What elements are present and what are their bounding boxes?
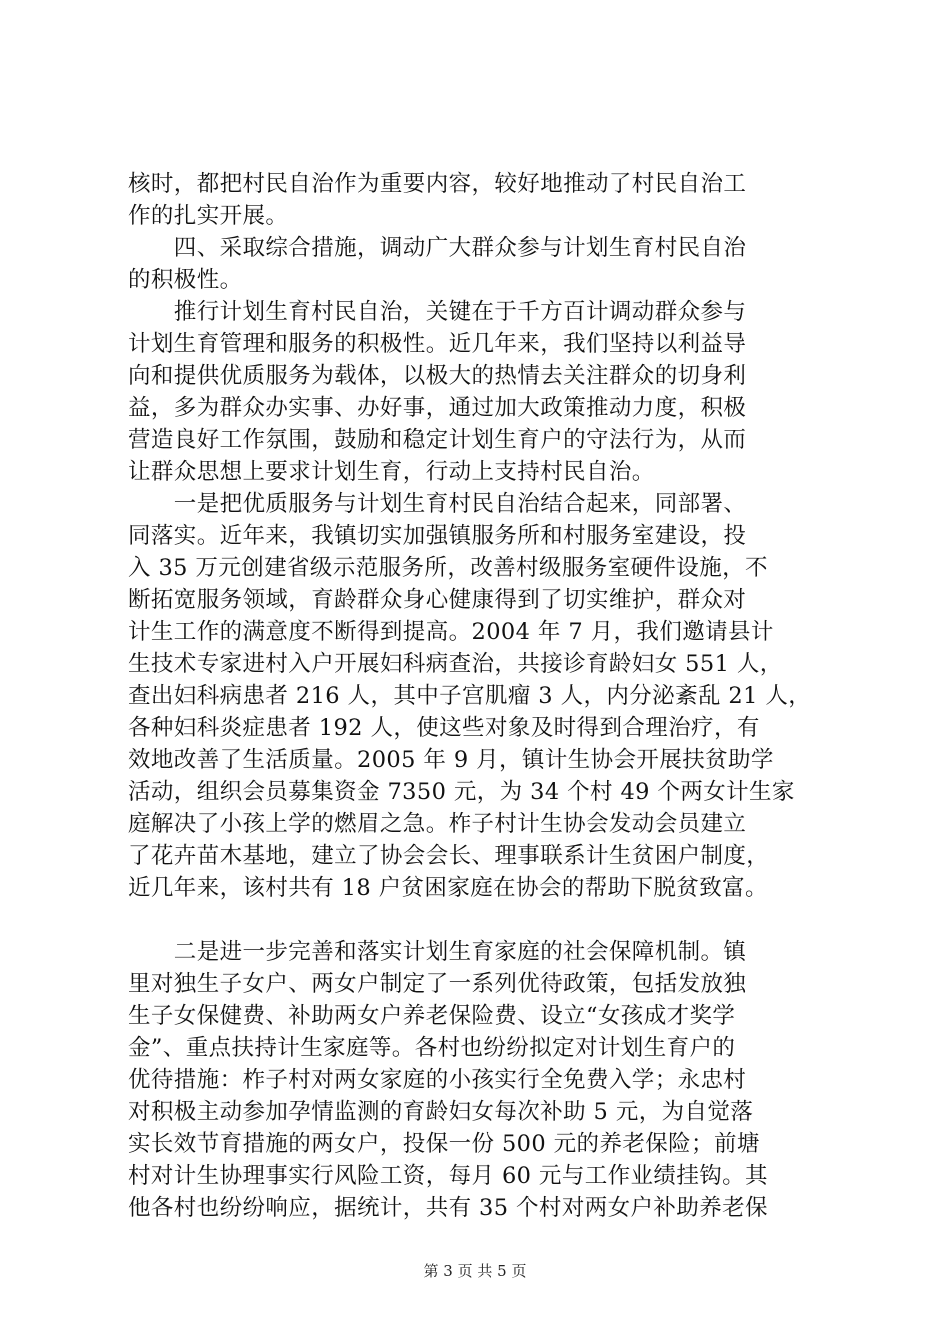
section-heading-line: 四、采取综合措施，调动广大群众参与计划生育村民自治: [128, 235, 747, 261]
text-line: 实长效节育措施的两女户，投保一份 500 元的养老保险；前塘: [128, 1131, 760, 1157]
text-line: 让群众思想上要求计划生育，行动上支持村民自治。: [128, 459, 655, 485]
page-number-footer: 第 3 页 共 5 页: [423, 1262, 527, 1280]
text-line: 他各村也纷纷响应，据统计，共有 35 个村对两女户补助养老保: [128, 1195, 768, 1221]
text-line: 效地改善了生活质量。2005 年 9 月，镇计生协会开展扶贫助学: [128, 747, 774, 773]
paragraph-gap: [128, 904, 838, 936]
text-line: 计生工作的满意度不断得到提高。2004 年 7 月，我们邀请县计: [128, 619, 774, 645]
text-line: 了花卉苗木基地，建立了协会会长、理事联系计生贫困户制度，: [128, 843, 770, 869]
text-line: 优待措施：柞子村对两女家庭的小孩实行全免费入学；永忠村: [128, 1067, 747, 1093]
text-line: 二是进一步完善和落实计划生育家庭的社会保障机制。镇: [128, 939, 747, 965]
text-line: 近几年来，该村共有 18 户贫困家庭在协会的帮助下脱贫致富。: [128, 875, 768, 901]
text-line: 推行计划生育村民自治，关键在于千方百计调动群众参与: [128, 299, 747, 325]
text-line: 生子女保健费、补助两女户养老保险费、设立“女孩成才奖学: [128, 1003, 736, 1029]
text-line: 核时，都把村民自治作为重要内容，较好地推动了村民自治工: [128, 171, 747, 197]
text-line: 村对计生协理事实行风险工资，每月 60 元与工作业绩挂钩。其: [128, 1163, 768, 1189]
text-line: 查出妇科病患者 216 人，其中子宫肌瘤 3 人，内分泌紊乱 21 人，: [128, 683, 812, 709]
text-line: 作的扎实开展。: [128, 203, 289, 229]
text-line: 向和提供优质服务为载体，以极大的热情去关注群众的切身利: [128, 363, 747, 389]
text-line: 入 35 万元创建省级示范服务所，改善村级服务室硬件设施，不: [128, 555, 768, 581]
text-line: 计划生育管理和服务的积极性。近几年来，我们坚持以利益导: [128, 331, 747, 357]
section-heading-line: 的积极性。: [128, 267, 243, 293]
text-line: 同落实。近年来，我镇切实加强镇服务所和村服务室建设，投: [128, 523, 747, 549]
text-line: 断拓宽服务领域，育龄群众身心健康得到了切实维护，群众对: [128, 587, 747, 613]
text-line: 营造良好工作氛围，鼓励和稳定计划生育户的守法行为，从而: [128, 427, 747, 453]
body-text: [128, 168, 838, 1224]
text-line: 益，多为群众办实事、办好事，通过加大政策推动力度，积极: [128, 395, 747, 421]
text-line: 活动，组织会员募集资金 7350 元，为 34 个村 49 个两女计生家: [128, 779, 795, 805]
text-line: 对积极主动参加孕情监测的育龄妇女每次补助 5 元，为自觉落: [128, 1099, 754, 1125]
text-line: 里对独生子女户、两女户制定了一系列优待政策，包括发放独: [128, 971, 747, 997]
text-line: 一是把优质服务与计划生育村民自治结合起来，同部署、: [128, 491, 747, 517]
text-line: 金”、重点扶持计生家庭等。各村也纷纷拟定对计划生育户的: [128, 1035, 736, 1061]
text-line: 庭解决了小孩上学的燃眉之急。柞子村计生协会发动会员建立: [128, 811, 747, 837]
text-line: 生技术专家进村入户开展妇科病查治，共接诊育龄妇女 551 人，: [128, 651, 783, 677]
text-line: 各种妇科炎症患者 192 人，使这些对象及时得到合理治疗，有: [128, 715, 760, 741]
